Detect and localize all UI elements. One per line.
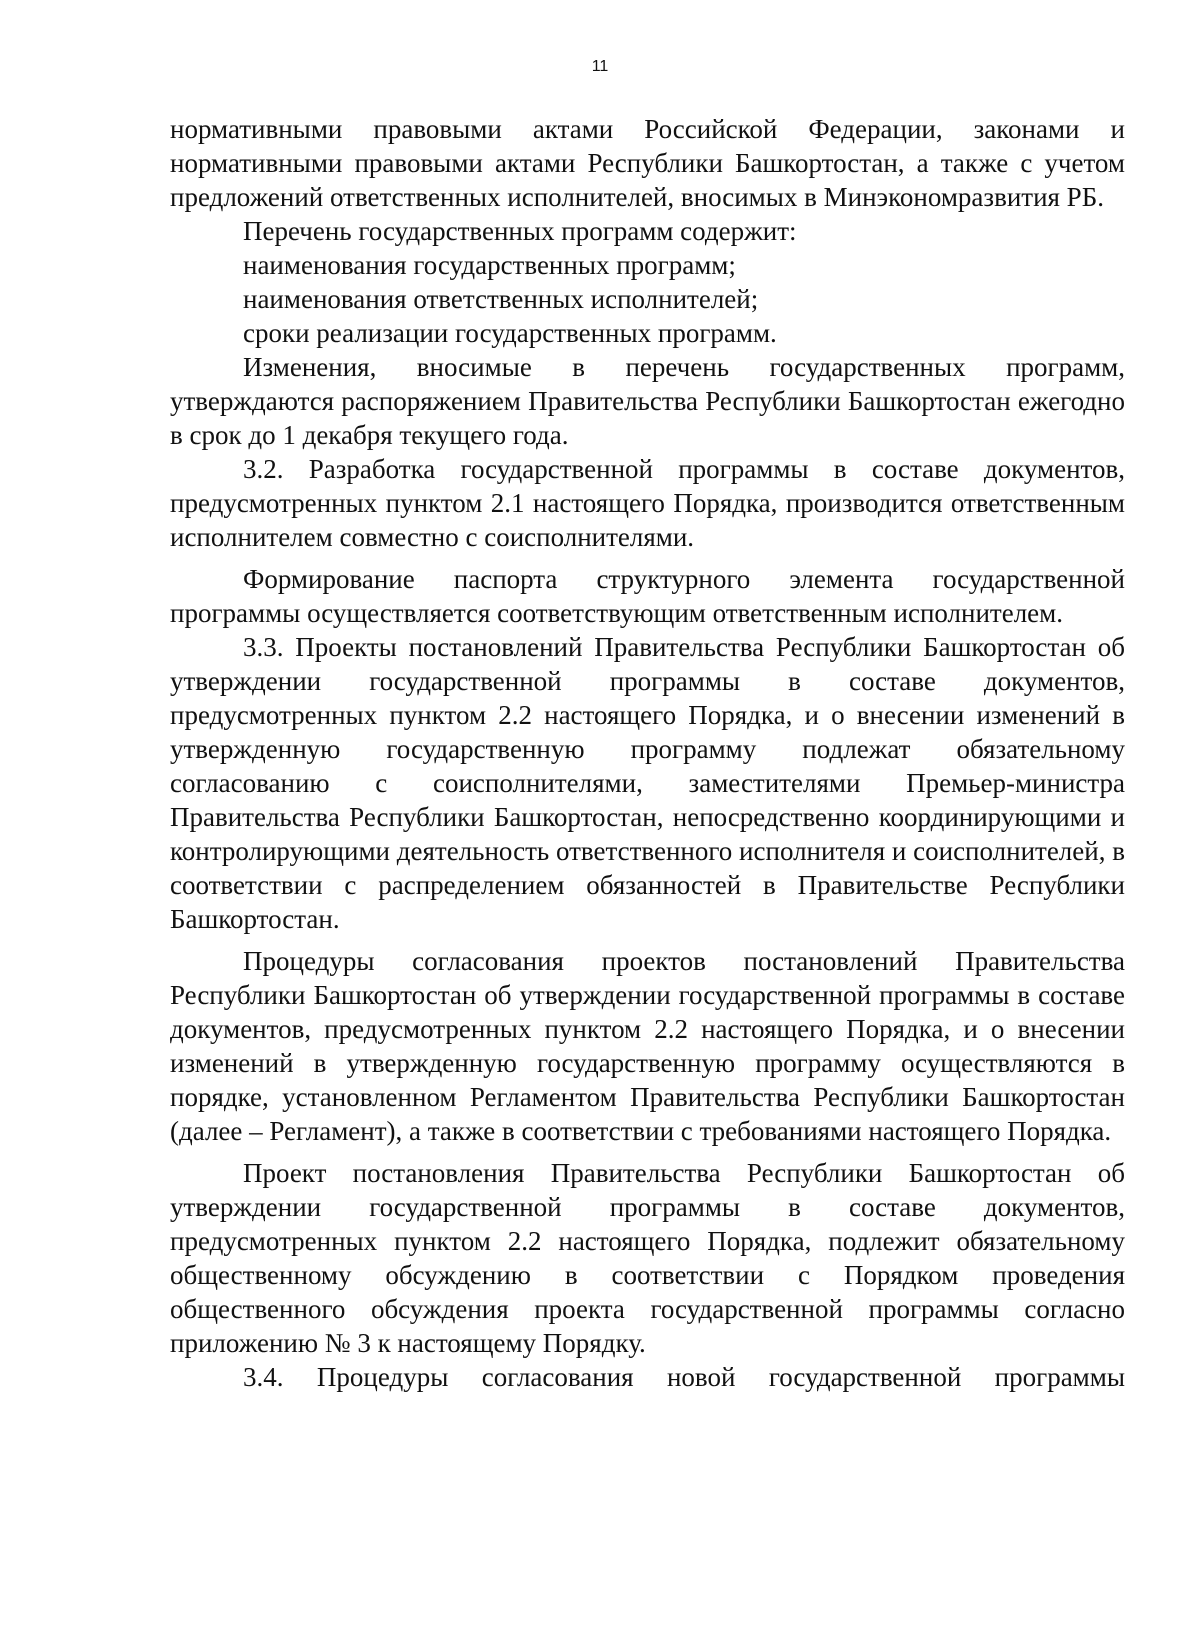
paragraph-section-3-2: 3.2. Разработка государственной программы в составе документов, предусмотренных пунктом 2.1 настоящего Порядка, производится ответственным исполнителем совместно с соисполнителями.	[170, 454, 1125, 552]
paragraph-section-3-4: 3.4. Процедуры согласования новой государственной программы	[243, 1362, 1125, 1392]
paragraph-procedures: Процедуры согласования проектов постановлений Правительства Республики Башкортостан об утверждении государственной программы в составе документов, предусмотренных пунктом 2.2 настоящего Порядка, и о внесении изменений в утвержденную государственную программу осуществляются в порядке, установленном Регламентом Правительства Республики Башкортостан (далее – Регламент), а также в соответствии с требованиями настоящего Порядка.	[170, 946, 1125, 1146]
paragraph-changes: Изменения, вносимые в перечень государственных программ, утверждаются распоряжением Правительства Республики Башкортостан ежегодно в срок до 1 декабря текущего года.	[170, 352, 1125, 450]
page-number: 11	[591, 58, 609, 75]
paragraph-section-3-3: 3.3. Проекты постановлений Правительства Республики Башкортостан об утверждении государственной программы в составе документов, предусмотренных пунктом 2.2 настоящего Порядка, и о внесении изменений в утвержденную государственную программу подлежат обязательному согласованию с соисполнителями, заместителями Премьер-министра Правительства Республики Башкортостан, непосредственно координирующими и контролирующими деятельность ответственного исполнителя и соисполнителей, в соответствии с распределением обязанностей в Правительстве Республики Башкортостан.	[170, 632, 1125, 934]
paragraph-continuation: нормативными правовыми актами Российской Федерации, законами и нормативными правовыми актами Республики Башкортостан, а также с учетом предложений ответственных исполнителей, вносимых в Минэкономразвития РБ.	[170, 114, 1125, 212]
paragraph-public-discussion: Проект постановления Правительства Республики Башкортостан об утверждении государственной программы в составе документов, предусмотренных пунктом 2.2 настоящего Порядка, подлежит обязательному общественному обсуждению в соответствии с Порядком проведения общественного обсуждения проекта государственной программы согласно приложению № 3 к настоящему Порядку.	[170, 1158, 1125, 1358]
list-item: наименования ответственных исполнителей;	[243, 284, 759, 314]
document-body	[170, 112, 1125, 1394]
paragraph-passport: Формирование паспорта структурного элемента государственной программы осуществляется соответствующим ответственным исполнителем.	[170, 564, 1125, 628]
list-item: наименования государственных программ;	[243, 250, 736, 280]
list-item: сроки реализации государственных программ.	[243, 318, 777, 348]
paragraph-list-intro: Перечень государственных программ содержит:	[243, 216, 797, 246]
